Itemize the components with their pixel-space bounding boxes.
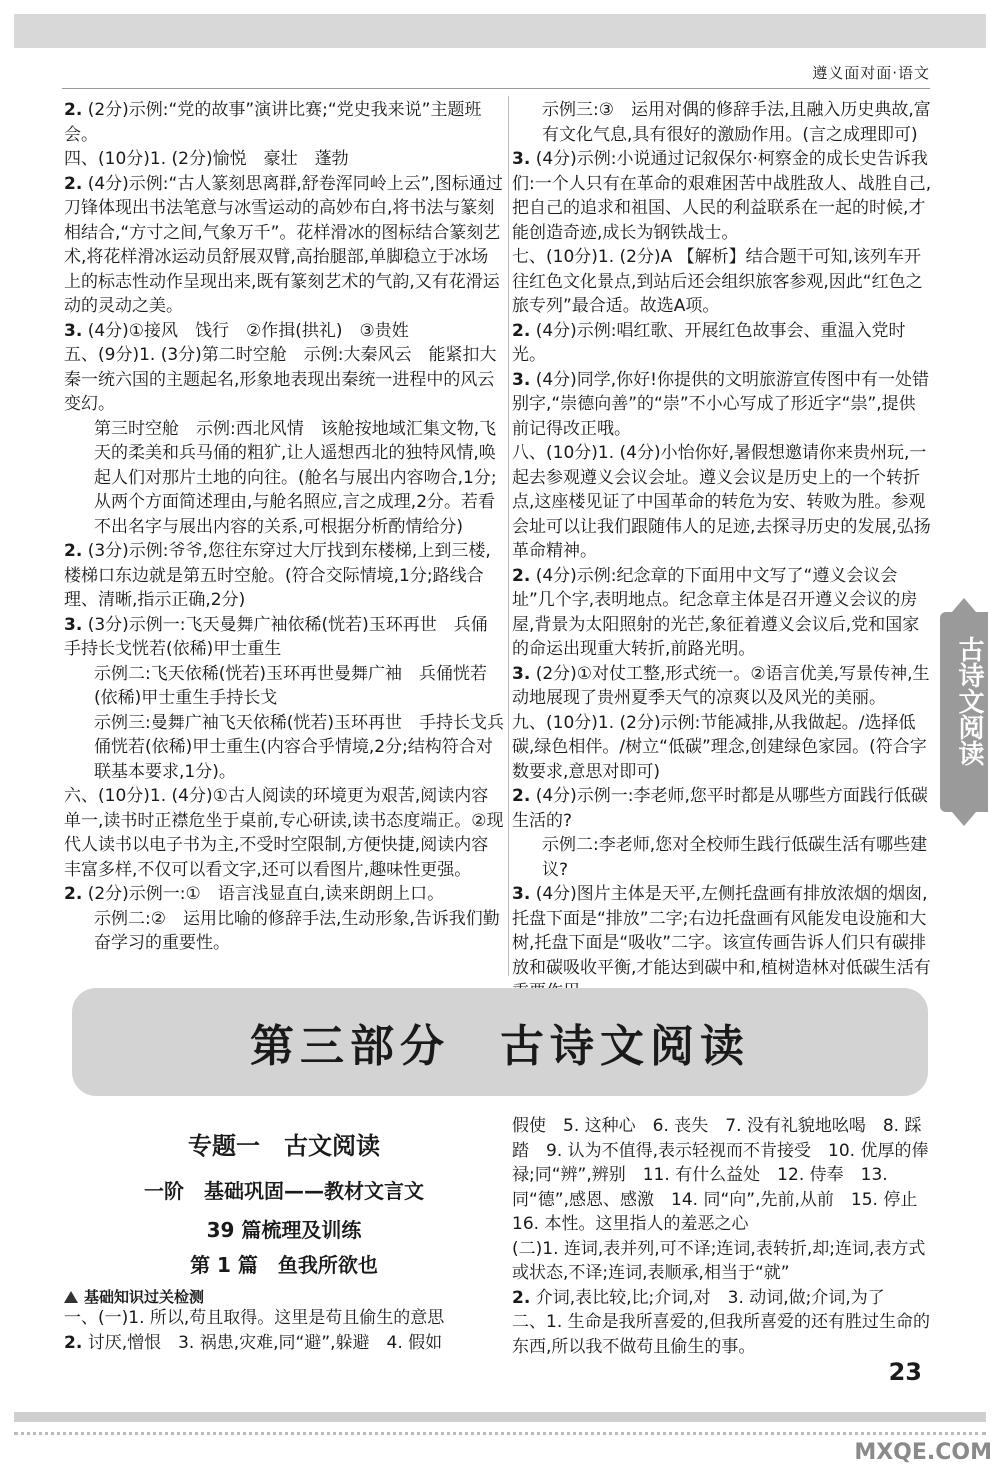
answer-text: 四、(10分)1. (2分)愉悦 豪壮 蓬勃 bbox=[64, 149, 349, 169]
answer-text: (4分)①接风 饯行 ②作揖(拱礼) ③贵姓 bbox=[87, 320, 409, 341]
check-heading bbox=[64, 1286, 204, 1307]
answer-line bbox=[64, 784, 504, 882]
answer-text: 六、(10分)1. (4分)①古人阅读的环境更为艰苦,阅读内容单一,读书时正襟危坐于桌前,专心研读,读书态度端正。②现代人读书以电子书为主,不受时空限制,方便快捷,阅读内容丰富多样,不仅可以看文字,还可以看图片,趣味性更强。 bbox=[64, 786, 504, 880]
answer-line bbox=[64, 711, 504, 785]
answer-number: 3. bbox=[64, 614, 83, 635]
answer-number: 2. bbox=[64, 173, 83, 194]
answer-line bbox=[512, 564, 932, 662]
answer-number: 2. bbox=[64, 884, 83, 904]
answer-text: (2分)示例一:① 语言浅显直白,读来朗朗上口。 bbox=[87, 884, 445, 904]
triangle-icon bbox=[64, 1291, 78, 1303]
answer-text: 示例三:③ 运用对偶的修辞手法,且融入历史典故,富有文化气息,具有很好的激励作用。(言之成理即可) bbox=[542, 100, 931, 145]
answer-number: 2. bbox=[512, 786, 531, 806]
answer-line bbox=[64, 539, 504, 613]
bottom-dots bbox=[14, 1432, 986, 1435]
answer-number: 3. bbox=[512, 149, 531, 169]
header-rule bbox=[62, 88, 930, 89]
watermark: MXQE.COM bbox=[854, 1440, 992, 1465]
answer-number: 3. bbox=[512, 884, 531, 904]
answer-number: 2. bbox=[512, 565, 531, 586]
answer-line bbox=[64, 98, 504, 147]
answer-text: 一、(一)1. 所以,苟且取得。这里是苟且偷生的意思 bbox=[64, 1308, 445, 1328]
answer-text: 示例二:李老师,您对全校师生践行低碳生活有哪些建议? bbox=[542, 835, 928, 880]
top-band bbox=[14, 14, 986, 48]
answer-line bbox=[64, 147, 504, 172]
section-titles bbox=[64, 1126, 504, 1278]
check-heading-label: 基础知识过关检测 bbox=[84, 1288, 205, 1306]
answer-text: (4分)图片主体是天平,左侧托盘画有排放浓烟的烟囱,托盘下面是“排放”二字;右边托盘画有风能发电设施和大树,托盘下面是“吸收”二字。该宣传画告诉人们只有碳排放和碳吸收平衡,才能达到碳中和,植树造林对低碳生活有 bbox=[512, 884, 931, 978]
answer-number: 3. bbox=[64, 320, 83, 341]
answer-line bbox=[64, 417, 504, 540]
right-column-bottom bbox=[512, 1114, 935, 1359]
answer-line bbox=[512, 882, 932, 1005]
answer-line bbox=[512, 662, 932, 711]
answer-line bbox=[64, 343, 504, 417]
column-divider bbox=[508, 96, 509, 976]
answer-text: 讨厌,憎恨 3. 祸患,灾难,同“避”,躲避 4. 假如 bbox=[87, 1332, 443, 1353]
answer-text: 假使 5. 这种心 6. 丧失 7. 没有礼貌地吆喝 8. 踩踏 9. 认为不值得,表示轻视而不肯接受 10. 优厚的俸禄;同“辨”,辨别 11. 有什么益处 12. 侍奉 13. 同“德”,感恩、感激 14. 同“向”,先前,从前 15. 停止 16. 本性。这里指人的羞恶之心 bbox=[512, 1116, 935, 1234]
right-column bbox=[512, 98, 932, 1005]
part-banner bbox=[72, 988, 928, 1096]
answer-line bbox=[64, 1306, 504, 1331]
answer-line bbox=[512, 98, 932, 147]
answer-text: 第三时空舱 示例:西北风情 该舱按地域汇集文物,飞天的柔美和兵马俑的粗犷,让人遥想西北的独特风情,唤起人们对那片土地的向往。(舱名与展出内容吻合,1分;从两个方面简述理由,与舱名照应,言之成理,2分。若看不出名字与展出内容的关系,可根据分析酌情给分) bbox=[94, 418, 497, 537]
answer-text: 示例三:曼舞广袖飞天依稀(恍若)玉环再世 手持长戈兵俑恍若(依稀)甲士重生(内容合乎情境,2分;结构符合对联基本要求,1分)。 bbox=[94, 712, 504, 782]
answer-line bbox=[512, 368, 932, 442]
answer-line bbox=[64, 613, 504, 662]
answer-text: (2分)示例:“党的故事”演讲比赛;“党史我来说”主题班会。 bbox=[64, 100, 482, 145]
answer-line bbox=[512, 441, 932, 564]
stage-subtitle: 39 篇梳理及训练 bbox=[206, 1218, 362, 1242]
part-title: 第三部分 古诗文阅读 bbox=[250, 1021, 750, 1072]
tab-arrow-down-icon bbox=[952, 812, 976, 826]
answer-text: (4分)同学,你好!你提供的文明旅游宣传图中有一处错别字,“崇德向善”的“崇”不小心写成了形近字“祟”,提供前记得改正哦。 bbox=[512, 369, 930, 439]
side-tab-label: 古诗文阅读 bbox=[954, 636, 984, 766]
running-header: 遵义面对面·语文 bbox=[812, 64, 930, 82]
answer-text: 五、(9分)1. (3分)第二时空舱 示例:大秦风云 能紧扣大秦一统六国的主题起名,形象地表现出秦统一进程中的风云变幻。 bbox=[64, 345, 497, 414]
bottom-band bbox=[14, 1412, 986, 1422]
answer-line bbox=[64, 1331, 504, 1356]
answer-line bbox=[512, 711, 932, 785]
answer-text: 示例二:飞天依稀(恍若)玉环再世曼舞广袖 兵俑恍若(依稀)甲士重生手持长戈 bbox=[94, 663, 487, 708]
tab-arrow-up-icon bbox=[952, 598, 976, 612]
answer-text: 七、(10分)1. (2分)A 【解析】结合题干可知,该列车开往红色文化景点,到站后还会组织旅客参观,因此“红色之旅专列”最合适。故选A项。 bbox=[512, 247, 923, 316]
answer-line bbox=[64, 907, 504, 956]
answer-number: 2. bbox=[512, 1287, 531, 1308]
answer-text: (二)1. 连词,表并列,可不译;连词,表转折,却;连词,表方式或状态,不译;连词,表顺承,相当于“就” bbox=[512, 1238, 926, 1283]
section-side-tab bbox=[940, 612, 988, 812]
answer-text: 八、(10分)1. (4分)小怡你好,暑假想邀请你来贵州玩,一起去参观遵义会议会址。遵义会议是历史上的一个转折点,这座楼见证了中国革命的转危为安、转败为胜。参观会址可以让我们跟随伟人的足迹,去探寻历史的发展,弘扬革命精神。 bbox=[512, 443, 931, 561]
answer-line bbox=[64, 662, 504, 711]
answer-line bbox=[512, 1310, 932, 1359]
answer-number: 2. bbox=[64, 541, 83, 561]
answer-text: (4分)示例一:李老师,您平时都是从哪些方面践行低碳生活的? bbox=[512, 786, 928, 831]
answer-text: 示例二:② 运用比喻的修辞手法,生动形象,告诉我们勤奋学习的重要性。 bbox=[94, 908, 500, 953]
answer-line bbox=[512, 1114, 935, 1237]
answer-line bbox=[64, 172, 504, 319]
answer-line bbox=[512, 147, 932, 245]
answer-text: (4分)示例:纪念章的下面用中文写了“遵义会议会址”几个字,表明地点。纪念章主体是召开遵义会议的房屋,背景为太阳照射的光芒,象征着遵义会议后,党和国家的命运出现重大转折,前路光明。 bbox=[512, 565, 920, 659]
answer-number: 3. bbox=[512, 369, 531, 390]
answer-number: 2. bbox=[64, 100, 83, 120]
left-column-bottom bbox=[64, 1306, 504, 1355]
answer-line bbox=[512, 1286, 932, 1311]
answer-number: 2. bbox=[64, 1332, 83, 1353]
answer-line bbox=[512, 245, 932, 319]
answer-line bbox=[64, 882, 504, 907]
answer-text: (4分)示例:唱红歌、开展红色故事会、重温入党时光。 bbox=[512, 320, 906, 365]
left-column bbox=[64, 98, 504, 956]
answer-text: 介词,表比较,比;介词,对 3. 动词,做;介词,为了 bbox=[535, 1287, 885, 1308]
answer-number: 2. bbox=[512, 320, 531, 341]
answer-line bbox=[512, 1237, 932, 1286]
answer-line bbox=[512, 319, 932, 368]
topic-title: 专题一 古文阅读 bbox=[188, 1132, 380, 1160]
stage-title: 一阶 基础巩固——教材文言文 bbox=[144, 1179, 424, 1203]
answer-line bbox=[512, 784, 932, 833]
answer-line bbox=[512, 833, 932, 882]
answer-text: 九、(10分)1. (2分)示例:节能减排,从我做起。/选择低碳,绿色相伴。/树立“低碳”理念,创建绿色家园。(符合字数要求,意思对即可) bbox=[512, 712, 927, 782]
answer-text: (2分)①对仗工整,形式统一。②语言优美,写景传神,生动地展现了贵州夏季天气的凉爽以及风光的美丽。 bbox=[512, 663, 930, 708]
article-title: 第 1 篇 鱼我所欲也 bbox=[190, 1253, 378, 1277]
answer-text: (3分)示例一:飞天曼舞广袖依稀(恍若)玉环再世 兵俑手持长戈恍若(依稀)甲士重生 bbox=[64, 614, 488, 659]
answer-text: (3分)示例:爷爷,您往东穿过大厅找到东楼梯,上到三楼,楼梯口东边就是第五时空舱。(符合交际情境,1分;路线合理、清晰,指示正确,2分) bbox=[64, 541, 491, 610]
page-number: 23 bbox=[888, 1358, 922, 1386]
answer-number: 3. bbox=[512, 663, 531, 684]
answer-line bbox=[64, 319, 504, 344]
answer-text: (4分)示例:“古人篆刻思离群,舒卷浑同岭上云”,图标通过刀锋体现出书法笔意与冰雪运动的高妙布白,将书法与篆刻相结合,“方寸之间,气象万千”。花样滑冰的图标结合篆刻艺术,将花样滑冰运动员舒展双臂,高抬腿部,单脚稳立于冰场上的标志性动作呈现出来,既有篆刻艺术的气韵,又有花滑运动的灵动之美。 bbox=[64, 173, 503, 316]
answer-text: 二、1. 生命是我所喜爱的,但我所喜爱的还有胜过生命的东西,所以我不做苟且偷生的事。 bbox=[512, 1312, 931, 1357]
answer-text: (4分)示例:小说通过记叙保尔·柯察金的成长史告诉我们:一个人只有在革命的艰难困苦中战胜敌人、战胜自己,把自己的追求和祖国、人民的利益联系在一起的时候,才能创造奇迹,成长为钢铁战士。 bbox=[512, 149, 932, 243]
